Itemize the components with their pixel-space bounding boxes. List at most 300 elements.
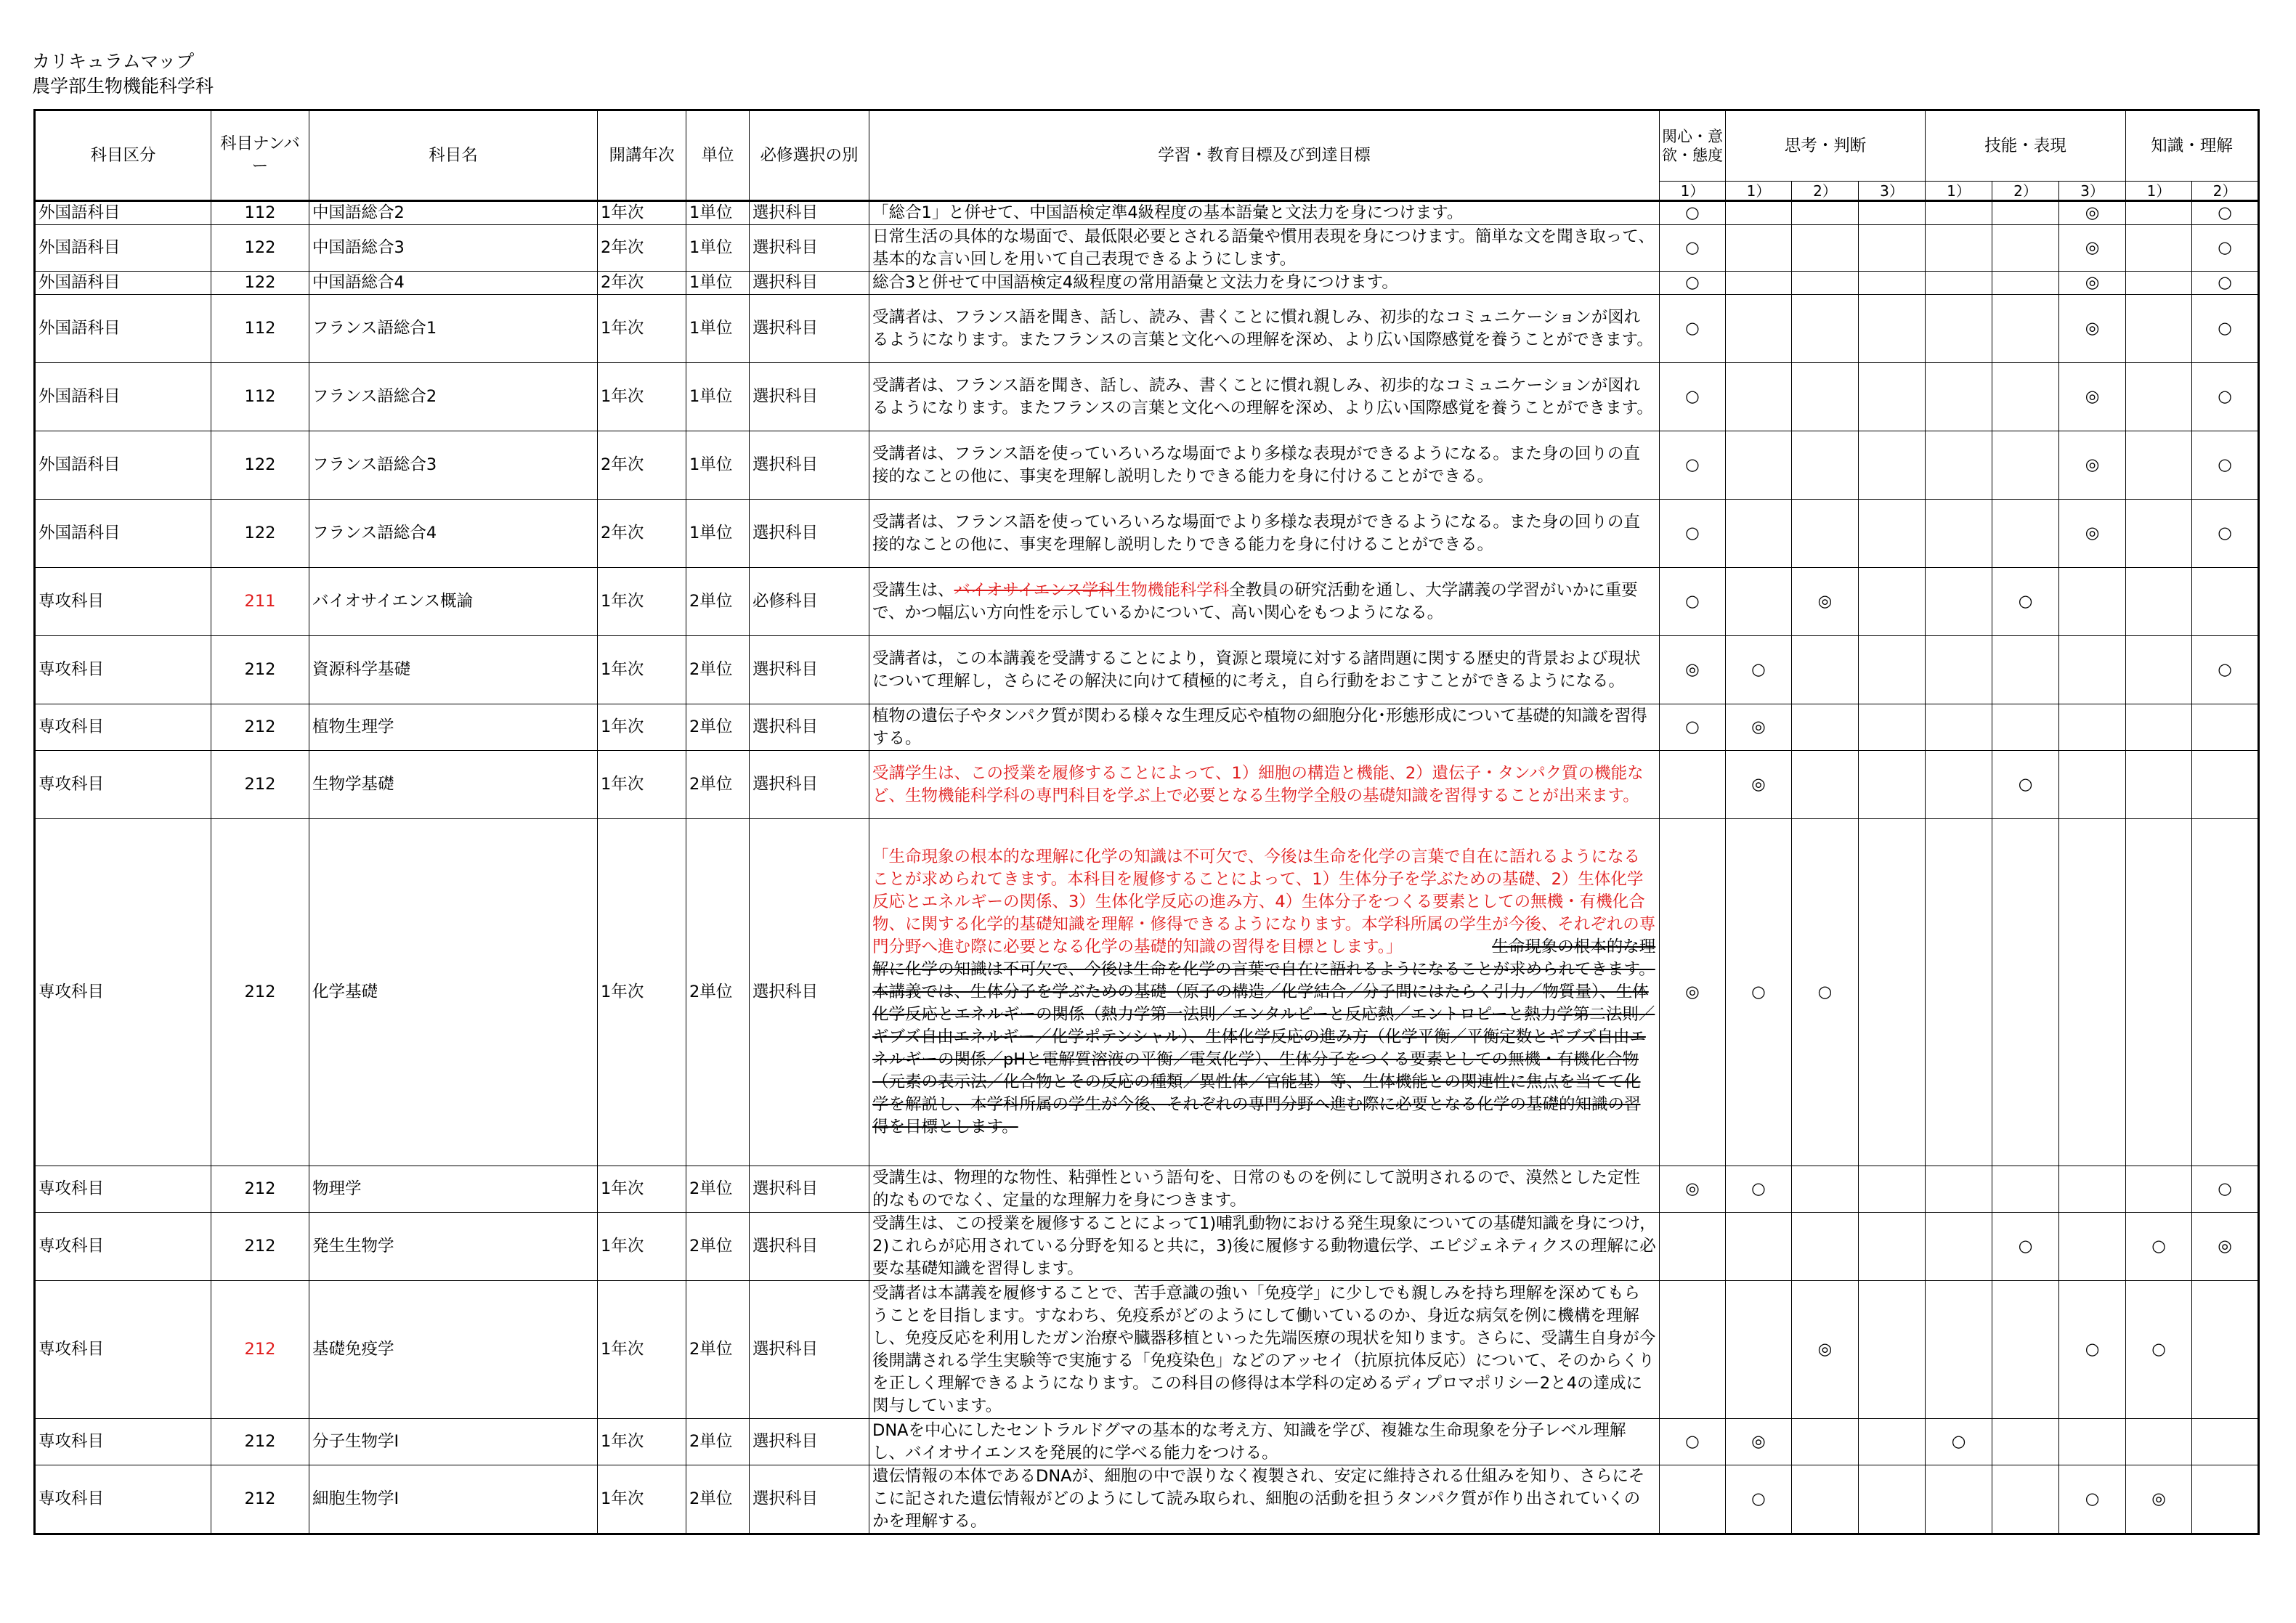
subject-name-cell: フランス語総合4 — [309, 500, 598, 568]
evaluation-mark-cell — [1859, 201, 1926, 225]
document-title: カリキュラムマップ — [32, 51, 195, 72]
category-cell: 外国語科目 — [35, 363, 211, 431]
evaluation-mark-cell — [2192, 704, 2259, 751]
year-cell: 1年次 — [598, 704, 686, 751]
header-thinking: 思考・判断 — [1726, 110, 1926, 182]
evaluation-mark-cell — [1992, 819, 2059, 1166]
category-cell: 専攻科目 — [35, 819, 211, 1166]
header-goals: 学習・教育目標及び到達目標 — [869, 110, 1660, 201]
evaluation-mark-cell — [1726, 568, 1792, 636]
goal-text-segment: 「生命現象の根本的な理解に化学の知識は不可欠で、今後は生命を化学の言葉で自在に語れるようになることが求められてきます。本科目を履修することによって、1）生体分子を学ぶための基礎、2）生体化学反応とエネルギーの関係、3）生体化学反応の進み方、4）生体分子をつくる要素としての無機・有機化合物、に関する化学的基礎知識を理解・修得できるようになります。本学科所属の学生が今後、それぞれの専門分野へ進む際に必要となる化学の基礎的知識の習得を目標とします。」 — [872, 847, 1656, 956]
evaluation-mark-cell: ○ — [1726, 819, 1792, 1166]
evaluation-mark-cell — [1992, 704, 2059, 751]
table-row — [35, 1465, 2259, 1534]
evaluation-mark-cell — [2126, 636, 2192, 704]
goal-text-segment: 遺伝情報の本体であるDNAが、細胞の中で誤りなく複製され、安定に維持される仕組みを知り、さらにそこに記された遺伝情報がどのようにして読み取られ、細胞の活動を担うタンパク質が作り出されていくのかを理解する。 — [872, 1467, 1645, 1531]
category-cell: 外国語科目 — [35, 295, 211, 363]
evaluation-mark-cell — [2126, 1419, 2192, 1465]
goal-text-cell — [869, 295, 1660, 363]
sub-header: 1） — [1660, 182, 1726, 201]
evaluation-mark-cell: ○ — [1992, 1213, 2059, 1281]
goal-text-cell — [869, 636, 1660, 704]
evaluation-mark-cell: ○ — [1660, 568, 1726, 636]
evaluation-mark-cell — [1992, 295, 2059, 363]
evaluation-mark-cell — [1726, 431, 1792, 500]
evaluation-mark-cell — [2059, 1166, 2126, 1213]
evaluation-mark-cell — [1792, 751, 1859, 819]
goal-text-segment: 受講生は、この授業を履修することによって1)哺乳動物における発生現象についての基礎知識を身につけ，2)これらが応用されている分野を知ると共に，3)後に履修する動物遺伝学、エピジェネティクスの理解に必要な基礎知識を習得します。 — [872, 1214, 1656, 1278]
evaluation-mark-cell — [1926, 636, 1992, 704]
year-cell: 2年次 — [598, 225, 686, 272]
subject-name-cell: 細胞生物学Ⅰ — [309, 1465, 598, 1534]
required-cell: 選択科目 — [750, 500, 869, 568]
evaluation-mark-cell — [1926, 819, 1992, 1166]
evaluation-mark-cell — [1792, 1419, 1859, 1465]
goal-text-cell — [869, 1166, 1660, 1213]
evaluation-mark-cell: ○ — [2192, 272, 2259, 295]
evaluation-mark-cell — [2059, 819, 2126, 1166]
evaluation-mark-cell — [1992, 500, 2059, 568]
evaluation-mark-cell — [1792, 201, 1859, 225]
required-cell: 選択科目 — [750, 225, 869, 272]
goal-text-cell — [869, 751, 1660, 819]
category-cell: 外国語科目 — [35, 500, 211, 568]
subject-name-cell: 発生生物学 — [309, 1213, 598, 1281]
evaluation-mark-cell — [2126, 819, 2192, 1166]
evaluation-mark-cell — [1926, 295, 1992, 363]
required-cell: 選択科目 — [750, 1465, 869, 1534]
sub-header: 2） — [2192, 182, 2259, 201]
evaluation-mark-cell — [1926, 201, 1992, 225]
table-row — [35, 201, 2259, 225]
header-credits: 単位 — [686, 110, 750, 201]
subject-number-cell: 212 — [211, 1166, 309, 1213]
evaluation-mark-cell — [1926, 751, 1992, 819]
table-row — [35, 568, 2259, 636]
evaluation-mark-cell — [2126, 272, 2192, 295]
subject-number-cell: 112 — [211, 295, 309, 363]
goal-text-segment: 受講者は、フランス語を使っていろいろな場面でより多様な表現ができるようになる。また身の回りの直接的なことの他に、事実を理解し説明したりできる能力を身に付けることができる。 — [872, 444, 1640, 486]
goal-text-segment: 受講者は本講義を履修することで、苦手意識の強い「免疫学」に少しでも親しみを持ち理解を深めてもらうことを目指します。すなわち、免疫系がどのようにして働いているのか、身近な病気を例に機構を理解し、免疫反応を利用したガン治療や臓器移植といった先端医療の現状を知ります。さらに、受講生自身が今後開講される学生実験等で実施する「免疫染色」などのアッセイ（抗原抗体反応）について、そのからくりを正しく理解できるようになります。この科目の修得は本学科の定めるディプロマポリシー2と4の達成に関与しています。 — [872, 1283, 1656, 1415]
evaluation-mark-cell — [1992, 1166, 2059, 1213]
table-row — [35, 1281, 2259, 1419]
sub-header: 1） — [1726, 182, 1792, 201]
subject-name-cell: 資源科学基礎 — [309, 636, 598, 704]
evaluation-mark-cell — [1792, 225, 1859, 272]
credits-cell: 1単位 — [686, 500, 750, 568]
evaluation-mark-cell: ◎ — [2059, 500, 2126, 568]
subject-number-cell: 112 — [211, 201, 309, 225]
evaluation-mark-cell: ○ — [2192, 225, 2259, 272]
evaluation-mark-cell — [2192, 568, 2259, 636]
table-row — [35, 704, 2259, 751]
category-cell: 専攻科目 — [35, 1281, 211, 1419]
evaluation-mark-cell: ◎ — [2126, 1465, 2192, 1534]
goal-text-cell — [869, 201, 1660, 225]
evaluation-mark-cell — [2192, 819, 2259, 1166]
goal-text-segment: 受講者は、フランス語を聞き、話し、読み、書くことに慣れ親しみ、初歩的なコミュニケーションが図れるようになります。またフランスの言葉と文化への理解を深め、より広い国際感覚を養うことができます。 — [872, 307, 1653, 349]
subject-name-cell: 分子生物学Ⅰ — [309, 1419, 598, 1465]
evaluation-mark-cell: ○ — [2059, 1465, 2126, 1534]
credits-cell: 2単位 — [686, 1166, 750, 1213]
required-cell: 選択科目 — [750, 295, 869, 363]
credits-cell: 1単位 — [686, 201, 750, 225]
goal-text-cell — [869, 819, 1660, 1166]
goal-text-cell — [869, 1419, 1660, 1465]
evaluation-mark-cell: ◎ — [1792, 568, 1859, 636]
evaluation-mark-cell — [2126, 568, 2192, 636]
evaluation-mark-cell: ◎ — [1726, 704, 1792, 751]
evaluation-mark-cell — [1859, 431, 1926, 500]
subject-number-cell: 122 — [211, 500, 309, 568]
evaluation-mark-cell: ○ — [1660, 225, 1726, 272]
evaluation-mark-cell: ◎ — [2059, 272, 2126, 295]
category-cell: 専攻科目 — [35, 751, 211, 819]
year-cell: 1年次 — [598, 1166, 686, 1213]
evaluation-mark-cell: ◎ — [1792, 1281, 1859, 1419]
evaluation-mark-cell: ○ — [2059, 1281, 2126, 1419]
goal-text-segment: 全教員の研究活動を通し、大学講義の学習がいかに重要で、かつ幅広い方向性を示しているかについて、高い関心をもつようになる。 — [872, 580, 1638, 622]
evaluation-mark-cell: ○ — [1726, 636, 1792, 704]
goal-text-segment: 受講学生は、この授業を履修することによって、1）細胞の構造と機能、2）遺伝子・タンパク質の機能など、生物機能科学科の専門科目を学ぶ上で必要となる生物学全般の基礎知識を習得することが出来ます。 — [872, 763, 1644, 805]
goal-text-segment: 受講者は、フランス語を聞き、話し、読み、書くことに慣れ親しみ、初歩的なコミュニケーションが図れるようになります。またフランスの言葉と文化への理解を深め、より広い国際感覚を養うことができます。 — [872, 375, 1653, 418]
evaluation-mark-cell — [1726, 500, 1792, 568]
goal-text-cell — [869, 704, 1660, 751]
header-category: 科目区分 — [35, 110, 211, 201]
evaluation-mark-cell — [2126, 704, 2192, 751]
evaluation-mark-cell: ◎ — [2059, 225, 2126, 272]
evaluation-mark-cell — [1992, 1419, 2059, 1465]
evaluation-mark-cell — [1792, 272, 1859, 295]
category-cell: 専攻科目 — [35, 704, 211, 751]
evaluation-mark-cell — [1859, 225, 1926, 272]
subject-name-cell: フランス語総合1 — [309, 295, 598, 363]
goal-text-segment: 受講生は、物理的な物性、粘弾性という語句を、日常のものを例にして説明されるので、漠然とした定性的なものでなく、定量的な理解力を身につきます。 — [872, 1168, 1641, 1210]
evaluation-mark-cell — [1726, 201, 1792, 225]
goal-text-segment: 植物の遺伝子やタンパク質が関わる様々な生理反応や植物の細胞分化･形態形成について基礎的知識を習得する。 — [872, 706, 1647, 748]
evaluation-mark-cell: ◎ — [1660, 636, 1726, 704]
evaluation-mark-cell — [1926, 568, 1992, 636]
evaluation-mark-cell — [1859, 568, 1926, 636]
subject-number-cell: 212 — [211, 636, 309, 704]
evaluation-mark-cell: ○ — [2192, 295, 2259, 363]
subject-number-cell: 212 — [211, 819, 309, 1166]
evaluation-mark-cell — [1660, 751, 1726, 819]
header-year: 開講年次 — [598, 110, 686, 201]
header-number: 科目ナンバー — [211, 110, 309, 201]
subject-number-cell: 122 — [211, 225, 309, 272]
evaluation-mark-cell — [1926, 363, 1992, 431]
required-cell: 選択科目 — [750, 1166, 869, 1213]
evaluation-mark-cell — [2192, 1465, 2259, 1534]
evaluation-mark-cell — [2059, 636, 2126, 704]
category-cell: 専攻科目 — [35, 1419, 211, 1465]
credits-cell: 2単位 — [686, 1419, 750, 1465]
table-row — [35, 272, 2259, 295]
evaluation-mark-cell — [1792, 1166, 1859, 1213]
credits-cell: 2単位 — [686, 751, 750, 819]
evaluation-mark-cell — [2126, 431, 2192, 500]
category-cell: 専攻科目 — [35, 636, 211, 704]
evaluation-mark-cell — [1726, 363, 1792, 431]
table-row — [35, 819, 2259, 1166]
evaluation-mark-cell — [1859, 272, 1926, 295]
evaluation-mark-cell — [1926, 431, 1992, 500]
table-row — [35, 1166, 2259, 1213]
evaluation-mark-cell — [1660, 1465, 1726, 1534]
sub-header: 1） — [1926, 182, 1992, 201]
year-cell: 1年次 — [598, 568, 686, 636]
evaluation-mark-cell: ◎ — [1660, 1166, 1726, 1213]
goal-text-segment: バイオサイエンス学科 — [954, 580, 1115, 600]
category-cell: 専攻科目 — [35, 568, 211, 636]
evaluation-mark-cell — [2126, 1166, 2192, 1213]
subject-number-cell: 212 — [211, 1213, 309, 1281]
subject-number-cell: 122 — [211, 272, 309, 295]
year-cell: 2年次 — [598, 272, 686, 295]
evaluation-mark-cell: ○ — [2126, 1213, 2192, 1281]
evaluation-mark-cell — [2059, 751, 2126, 819]
evaluation-mark-cell — [1792, 1465, 1859, 1534]
sub-header: 3） — [1859, 182, 1926, 201]
evaluation-mark-cell: ○ — [1660, 363, 1726, 431]
evaluation-mark-cell: ◎ — [2059, 431, 2126, 500]
evaluation-mark-cell: ○ — [1660, 500, 1726, 568]
evaluation-mark-cell: ◎ — [1660, 819, 1726, 1166]
subject-name-cell: フランス語総合2 — [309, 363, 598, 431]
goal-text-cell — [869, 1281, 1660, 1419]
evaluation-mark-cell — [2059, 1213, 2126, 1281]
evaluation-mark-cell: ○ — [1660, 201, 1726, 225]
year-cell: 2年次 — [598, 500, 686, 568]
evaluation-mark-cell: ○ — [2192, 1166, 2259, 1213]
evaluation-mark-cell — [1992, 272, 2059, 295]
evaluation-mark-cell: ○ — [1792, 819, 1859, 1166]
evaluation-mark-cell: ○ — [2192, 201, 2259, 225]
required-cell: 選択科目 — [750, 363, 869, 431]
category-cell: 外国語科目 — [35, 201, 211, 225]
subject-name-cell: フランス語総合3 — [309, 431, 598, 500]
evaluation-mark-cell: ○ — [2126, 1281, 2192, 1419]
evaluation-mark-cell — [1926, 225, 1992, 272]
evaluation-mark-cell — [1792, 500, 1859, 568]
year-cell: 1年次 — [598, 1281, 686, 1419]
sub-header: 1） — [2126, 182, 2192, 201]
subject-number-cell: 211 — [211, 568, 309, 636]
evaluation-mark-cell — [1992, 201, 2059, 225]
evaluation-mark-cell — [1859, 363, 1926, 431]
credits-cell: 2単位 — [686, 819, 750, 1166]
evaluation-mark-cell: ○ — [1992, 751, 2059, 819]
evaluation-mark-cell — [1926, 1213, 1992, 1281]
goal-text-segment: DNAを中心にしたセントラルドグマの基本的な考え方、知識を学び、複雑な生命現象を分子レベル理解し、バイオサイエンスを発展的に学べる能力をつける。 — [872, 1420, 1626, 1463]
evaluation-mark-cell — [2126, 225, 2192, 272]
evaluation-mark-cell: ○ — [2192, 363, 2259, 431]
evaluation-mark-cell — [1726, 225, 1792, 272]
required-cell: 選択科目 — [750, 636, 869, 704]
required-cell: 選択科目 — [750, 819, 869, 1166]
evaluation-mark-cell: ◎ — [2192, 1213, 2259, 1281]
evaluation-mark-cell: ○ — [2192, 431, 2259, 500]
evaluation-mark-cell — [2126, 751, 2192, 819]
evaluation-mark-cell: ○ — [1992, 568, 2059, 636]
evaluation-mark-cell — [1926, 1281, 1992, 1419]
goal-text-segment: 日常生活の具体的な場面で、最低限必要とされる語彙や慣用表現を身につけます。簡単な文を聞き取って、基本的な言い回しを用いて自己表現できるようにします。 — [872, 227, 1655, 269]
subject-name-cell: 物理学 — [309, 1166, 598, 1213]
evaluation-mark-cell — [1859, 751, 1926, 819]
year-cell: 1年次 — [598, 1419, 686, 1465]
evaluation-mark-cell — [2126, 363, 2192, 431]
subject-name-cell: 植物生理学 — [309, 704, 598, 751]
evaluation-mark-cell — [1792, 431, 1859, 500]
subject-number-cell: 212 — [211, 1419, 309, 1465]
year-cell: 1年次 — [598, 636, 686, 704]
evaluation-mark-cell — [1859, 819, 1926, 1166]
credits-cell: 1単位 — [686, 431, 750, 500]
header-subject: 科目名 — [309, 110, 598, 201]
evaluation-mark-cell — [1859, 1166, 1926, 1213]
table-row — [35, 363, 2259, 431]
year-cell: 1年次 — [598, 1213, 686, 1281]
evaluation-mark-cell — [1926, 500, 1992, 568]
subject-name-cell: 中国語総合2 — [309, 201, 598, 225]
credits-cell: 2単位 — [686, 1213, 750, 1281]
evaluation-mark-cell — [1926, 704, 1992, 751]
table-row — [35, 1213, 2259, 1281]
table-row — [35, 1419, 2259, 1465]
goal-text-segment: 受講生は、 — [872, 580, 954, 600]
goal-text-cell — [869, 500, 1660, 568]
required-cell: 選択科目 — [750, 1213, 869, 1281]
table-row — [35, 751, 2259, 819]
goal-text-cell — [869, 1213, 1660, 1281]
evaluation-mark-cell — [1926, 1465, 1992, 1534]
subject-name-cell: 中国語総合3 — [309, 225, 598, 272]
year-cell: 1年次 — [598, 295, 686, 363]
goal-text-segment: 「総合1」と併せて、中国語検定準4級程度の基本語彙と文法力を身につけます。 — [872, 203, 1464, 222]
year-cell: 1年次 — [598, 363, 686, 431]
table-row — [35, 636, 2259, 704]
header-interest: 関心・意欲・態度 — [1660, 110, 1726, 182]
evaluation-mark-cell: ○ — [2192, 500, 2259, 568]
credits-cell: 2単位 — [686, 704, 750, 751]
evaluation-mark-cell: ◎ — [2059, 363, 2126, 431]
evaluation-mark-cell: ◎ — [1726, 751, 1792, 819]
sub-header: 3） — [2059, 182, 2126, 201]
evaluation-mark-cell: ○ — [1726, 1465, 1792, 1534]
evaluation-mark-cell — [1926, 272, 1992, 295]
year-cell: 1年次 — [598, 819, 686, 1166]
subject-number-cell: 212 — [211, 704, 309, 751]
category-cell: 外国語科目 — [35, 225, 211, 272]
evaluation-mark-cell — [2059, 704, 2126, 751]
goal-text-segment: 生命現象の根本的な理解に化学の知識は不可欠で、今後は生命を化学の言葉で自在に語れるようになることが求められてきます。本講義では、生体分子を学ぶための基礎（原子の構造／化学結合／分子間にはたらく引力／物質量）、生体化学反応とエネルギーの関係（熱力学第一法則／エンタルピーと反応熱／エントロピーと熱力学第二法則／ギブズ自由エネルギー／化学ポテンシャル）、生体化学反応の進み方（化学平衡／平衡定数とギブズ自由エネルギーの関係／pHと電解質溶液の平衡／電気化学）、生体分子をつくる要素としての無機・有機化合物（元素の表示法／化合物とその反応の種類／異性体／官能基）等、生体機能との関連性に焦点を当てて化学を解説し、本学科所属の学生が今後、それぞれの専門分野へ進む際に必要となる化学の基礎的知識の習得を目標とします。 — [872, 937, 1656, 1136]
evaluation-mark-cell — [2059, 1419, 2126, 1465]
credits-cell: 1単位 — [686, 225, 750, 272]
evaluation-mark-cell — [1926, 1166, 1992, 1213]
evaluation-mark-cell — [1792, 295, 1859, 363]
department-title: 農学部生物機能科学科 — [32, 76, 214, 97]
evaluation-mark-cell — [1726, 295, 1792, 363]
evaluation-mark-cell — [1792, 1213, 1859, 1281]
year-cell: 1年次 — [598, 1465, 686, 1534]
required-cell: 選択科目 — [750, 201, 869, 225]
evaluation-mark-cell: ○ — [2192, 636, 2259, 704]
header-knowledge: 知識・理解 — [2126, 110, 2259, 182]
year-cell: 1年次 — [598, 751, 686, 819]
evaluation-mark-cell — [1992, 1465, 2059, 1534]
goal-text-segment — [1394, 937, 1492, 956]
evaluation-mark-cell: ◎ — [2059, 295, 2126, 363]
subject-number-cell: 212 — [211, 1465, 309, 1534]
evaluation-mark-cell: ○ — [1660, 704, 1726, 751]
evaluation-mark-cell — [1992, 431, 2059, 500]
evaluation-mark-cell — [1859, 704, 1926, 751]
table-row — [35, 431, 2259, 500]
subject-number-cell: 112 — [211, 363, 309, 431]
goal-text-cell — [869, 1465, 1660, 1534]
required-cell: 選択科目 — [750, 1281, 869, 1419]
table-row — [35, 500, 2259, 568]
evaluation-mark-cell — [1726, 272, 1792, 295]
subject-number-cell: 212 — [211, 751, 309, 819]
year-cell: 2年次 — [598, 431, 686, 500]
subject-number-cell: 212 — [211, 1281, 309, 1419]
evaluation-mark-cell — [1992, 225, 2059, 272]
evaluation-mark-cell — [1859, 636, 1926, 704]
credits-cell: 1単位 — [686, 295, 750, 363]
subject-name-cell: 生物学基礎 — [309, 751, 598, 819]
evaluation-mark-cell — [1726, 1213, 1792, 1281]
header-required: 必修選択の別 — [750, 110, 869, 201]
sub-header: 2） — [1992, 182, 2059, 201]
curriculum-map-table — [33, 109, 2260, 1535]
subject-name-cell: 中国語総合4 — [309, 272, 598, 295]
goal-text-cell — [869, 431, 1660, 500]
evaluation-mark-cell — [1660, 1281, 1726, 1419]
goal-text-cell — [869, 363, 1660, 431]
subject-name-cell: 基礎免疫学 — [309, 1281, 598, 1419]
evaluation-mark-cell: ○ — [1660, 272, 1726, 295]
goal-text-segment: 受講者は，この本講義を受講することにより，資源と環境に対する諸問題に関する歴史的背景および現状について理解し，さらにその解決に向けて積極的に考え，自ら行動をおこすことができるようになる。 — [872, 648, 1641, 691]
evaluation-mark-cell — [2126, 295, 2192, 363]
credits-cell: 1単位 — [686, 363, 750, 431]
required-cell: 選択科目 — [750, 1419, 869, 1465]
credits-cell: 1単位 — [686, 272, 750, 295]
evaluation-mark-cell — [1792, 636, 1859, 704]
evaluation-mark-cell — [1859, 1213, 1926, 1281]
header-skill: 技能・表現 — [1926, 110, 2126, 182]
category-cell: 専攻科目 — [35, 1465, 211, 1534]
required-cell: 必修科目 — [750, 568, 869, 636]
evaluation-mark-cell — [1859, 295, 1926, 363]
category-cell: 専攻科目 — [35, 1213, 211, 1281]
required-cell: 選択科目 — [750, 272, 869, 295]
goal-text-segment: 生物機能科学科 — [1114, 580, 1230, 600]
evaluation-mark-cell — [2059, 568, 2126, 636]
credits-cell: 2単位 — [686, 1281, 750, 1419]
evaluation-mark-cell — [2126, 201, 2192, 225]
evaluation-mark-cell: ○ — [1660, 431, 1726, 500]
subject-number-cell: 122 — [211, 431, 309, 500]
evaluation-mark-cell — [2192, 751, 2259, 819]
evaluation-mark-cell — [1992, 636, 2059, 704]
goal-text-cell — [869, 272, 1660, 295]
evaluation-mark-cell: ◎ — [1726, 1419, 1792, 1465]
evaluation-mark-cell — [2126, 500, 2192, 568]
evaluation-mark-cell — [1859, 1465, 1926, 1534]
credits-cell: 2単位 — [686, 568, 750, 636]
